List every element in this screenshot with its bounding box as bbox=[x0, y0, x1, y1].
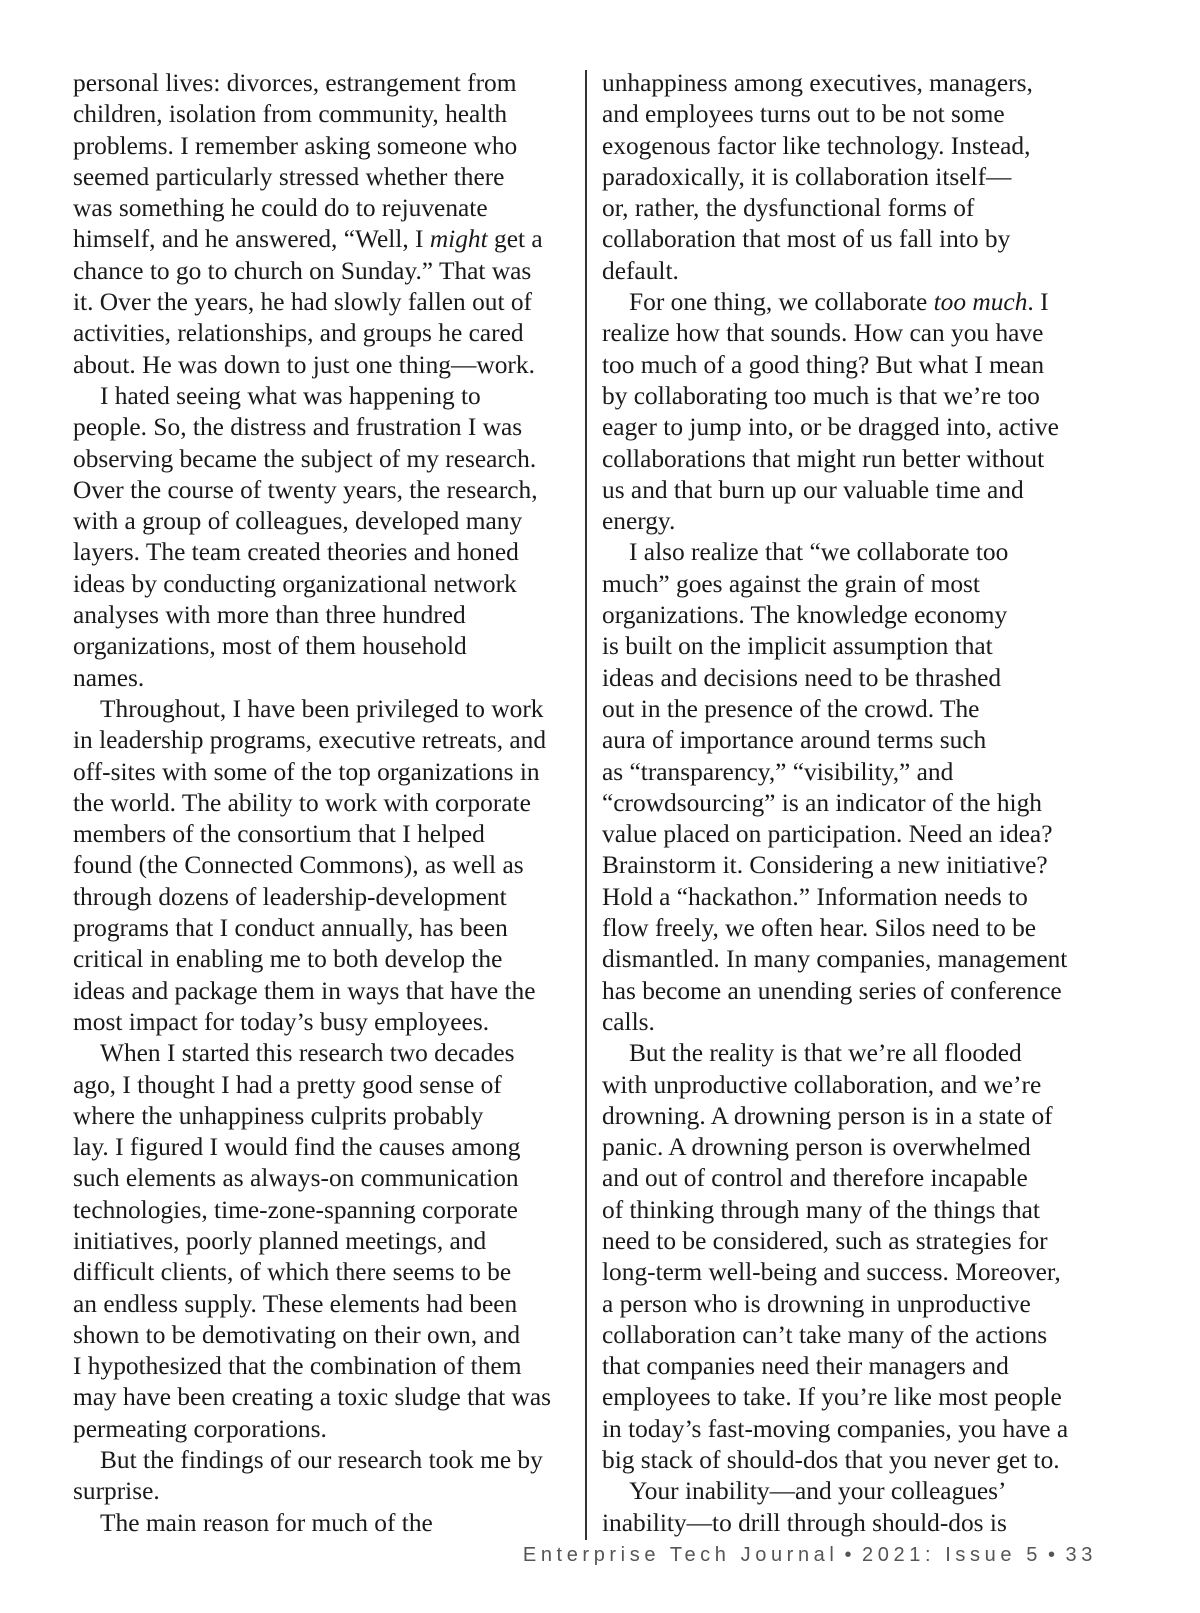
text-line bbox=[73, 1508, 573, 1539]
text-run: as “transparency,” “visibility,” and bbox=[602, 757, 954, 786]
text-line bbox=[73, 318, 573, 349]
text-line bbox=[73, 1476, 573, 1507]
text-run: “crowdsourcing” is an indicator of the high bbox=[602, 788, 1042, 817]
text-run: activities, relationships, and groups he cared bbox=[73, 319, 524, 348]
text-run: with a group of colleagues, developed many bbox=[73, 507, 523, 536]
text-line bbox=[73, 1226, 573, 1257]
footer-separator: • bbox=[844, 1544, 857, 1566]
text-line bbox=[73, 537, 573, 568]
text-line bbox=[602, 1101, 1102, 1132]
text-line bbox=[602, 944, 1102, 975]
text-line bbox=[73, 1445, 573, 1476]
text-run: shown to be demotivating on their own, and bbox=[73, 1320, 521, 1349]
text-run: names. bbox=[73, 663, 145, 692]
text-run: through dozens of leadership-development bbox=[73, 882, 507, 911]
text-run: long-term well-being and success. Moreover, bbox=[602, 1258, 1061, 1287]
text-run: by collaborating too much is that we’re too bbox=[602, 381, 1040, 410]
text-line bbox=[602, 1351, 1102, 1382]
text-line bbox=[73, 224, 573, 255]
text-run: is built on the implicit assumption that bbox=[602, 632, 993, 661]
text-line bbox=[602, 631, 1102, 662]
text-run: observing became the subject of my research. bbox=[73, 444, 537, 473]
text-run: critical in enabling me to both develop the bbox=[73, 945, 503, 974]
text-line bbox=[602, 663, 1102, 694]
text-run: unhappiness among executives, managers, bbox=[602, 69, 1033, 97]
text-run: much” goes against the grain of most bbox=[602, 569, 980, 598]
footer-page-number: 33 bbox=[1065, 1544, 1097, 1566]
text-line bbox=[73, 162, 573, 193]
text-run: ago, I thought I had a pretty good sense of bbox=[73, 1070, 502, 1099]
text-run: organizations, most of them household bbox=[73, 632, 467, 661]
text-line bbox=[73, 131, 573, 162]
text-run: technologies, time-zone-spanning corporate bbox=[73, 1195, 518, 1224]
text-line bbox=[602, 976, 1102, 1007]
text-run: The main reason for much of the bbox=[100, 1508, 433, 1537]
text-run: and out of control and therefore incapable bbox=[602, 1164, 1028, 1193]
text-run: value placed on participation. Need an idea? bbox=[602, 820, 1053, 849]
text-run: with unproductive collaboration, and we’re bbox=[602, 1070, 1042, 1099]
text-line bbox=[73, 1414, 573, 1445]
text-line bbox=[602, 537, 1102, 568]
text-line bbox=[73, 1163, 573, 1194]
text-line bbox=[602, 819, 1102, 850]
text-run: drowning. A drowning person is in a state of bbox=[602, 1101, 1053, 1130]
text-line bbox=[602, 350, 1102, 381]
text-line bbox=[73, 99, 573, 130]
text-run: collaboration can’t take many of the actions bbox=[602, 1320, 1048, 1349]
text-line bbox=[602, 131, 1102, 162]
text-run: in leadership programs, executive retreats, and bbox=[73, 726, 547, 755]
text-line bbox=[602, 318, 1102, 349]
text-run: of thinking through many of the things that bbox=[602, 1195, 1040, 1224]
text-run: most impact for today’s busy employees. bbox=[73, 1007, 490, 1036]
text-line bbox=[73, 1289, 573, 1320]
text-line bbox=[73, 1007, 573, 1038]
right-column bbox=[602, 68, 1102, 1539]
text-line bbox=[602, 1445, 1102, 1476]
text-line bbox=[602, 1257, 1102, 1288]
text-run: it. Over the years, he had slowly fallen out of bbox=[73, 288, 533, 317]
text-line bbox=[602, 475, 1102, 506]
text-run: permeating corporations. bbox=[73, 1414, 327, 1443]
text-line bbox=[602, 1289, 1102, 1320]
text-line bbox=[602, 1132, 1102, 1163]
text-run: problems. I remember asking someone who bbox=[73, 131, 518, 160]
text-run: collaboration that most of us fall into by bbox=[602, 225, 1011, 254]
text-line bbox=[73, 600, 573, 631]
text-run: found (the Connected Commons), as well as bbox=[73, 851, 524, 880]
text-run: exogenous factor like technology. Instead, bbox=[602, 131, 1031, 160]
text-run: When I started this research two decades bbox=[100, 1039, 515, 1068]
left-column bbox=[73, 68, 573, 1539]
text-run: . I bbox=[1027, 288, 1049, 317]
text-run: dismantled. In many companies, management bbox=[602, 945, 1068, 974]
text-line bbox=[602, 412, 1102, 443]
text-run: such elements as always-on communication bbox=[73, 1164, 519, 1193]
text-run: realize how that sounds. How can you have bbox=[602, 319, 1044, 348]
text-line bbox=[73, 1070, 573, 1101]
text-run: off-sites with some of the top organizations in bbox=[73, 757, 540, 786]
text-line bbox=[73, 1382, 573, 1413]
text-line bbox=[602, 381, 1102, 412]
text-run: an endless supply. These elements had been bbox=[73, 1289, 518, 1318]
text-line bbox=[602, 569, 1102, 600]
column-divider bbox=[585, 70, 587, 1540]
text-line bbox=[602, 694, 1102, 725]
text-line bbox=[73, 1132, 573, 1163]
text-line bbox=[73, 819, 573, 850]
text-run: For one thing, we collaborate bbox=[629, 288, 934, 317]
text-line bbox=[602, 68, 1102, 99]
text-run: too much of a good thing? But what I mean bbox=[602, 350, 1045, 379]
text-run: ideas by conducting organizational network bbox=[73, 569, 517, 598]
text-line bbox=[602, 1070, 1102, 1101]
text-line bbox=[602, 193, 1102, 224]
text-run: need to be considered, such as strategies for bbox=[602, 1226, 1048, 1255]
text-line bbox=[602, 1163, 1102, 1194]
text-run: personal lives: divorces, estrangement from bbox=[73, 69, 517, 97]
text-line bbox=[73, 444, 573, 475]
text-run: seemed particularly stressed whether there bbox=[73, 162, 505, 191]
text-run: initiatives, poorly planned meetings, and bbox=[73, 1226, 487, 1255]
text-run: employees to take. If you’re like most people bbox=[602, 1383, 1062, 1412]
text-line bbox=[73, 1101, 573, 1132]
text-run: programs that I conduct annually, has been bbox=[73, 914, 508, 943]
text-run: But the reality is that we’re all flooded bbox=[629, 1039, 1022, 1068]
text-line bbox=[73, 788, 573, 819]
text-run: Brainstorm it. Considering a new initiative? bbox=[602, 851, 1048, 880]
text-line bbox=[602, 99, 1102, 130]
text-run: eager to jump into, or be dragged into, active bbox=[602, 413, 1059, 442]
text-run: people. So, the distress and frustration I was bbox=[73, 413, 523, 442]
text-line bbox=[73, 631, 573, 662]
text-run: children, isolation from community, health bbox=[73, 100, 508, 129]
text-run: calls. bbox=[602, 1007, 655, 1036]
text-line bbox=[73, 1257, 573, 1288]
text-line bbox=[73, 694, 573, 725]
text-line bbox=[602, 1038, 1102, 1069]
text-line bbox=[73, 569, 573, 600]
text-line bbox=[602, 1414, 1102, 1445]
text-line bbox=[73, 68, 573, 99]
text-line bbox=[73, 475, 573, 506]
text-run-italic: might bbox=[429, 225, 488, 254]
text-run: us and that burn up our valuable time and bbox=[602, 475, 1024, 504]
text-line bbox=[602, 757, 1102, 788]
text-line bbox=[73, 287, 573, 318]
text-run: ideas and package them in ways that have the bbox=[73, 976, 536, 1005]
text-line bbox=[602, 1007, 1102, 1038]
page-footer bbox=[0, 1544, 1097, 1567]
text-run: big stack of should-dos that you never get to. bbox=[602, 1446, 1060, 1475]
text-line bbox=[602, 725, 1102, 756]
text-line bbox=[73, 882, 573, 913]
text-line bbox=[602, 256, 1102, 287]
text-line bbox=[602, 162, 1102, 193]
text-run: aura of importance around terms such bbox=[602, 726, 987, 755]
text-run: lay. I figured I would find the causes among bbox=[73, 1133, 521, 1162]
text-run-italic: too much bbox=[933, 288, 1028, 317]
text-run: has become an unending series of conference bbox=[602, 976, 1062, 1005]
text-line bbox=[602, 224, 1102, 255]
text-run: in today’s fast-moving companies, you have a bbox=[602, 1414, 1069, 1443]
text-run: that companies need their managers and bbox=[602, 1352, 1009, 1381]
text-line bbox=[602, 506, 1102, 537]
text-line bbox=[73, 1038, 573, 1069]
text-line bbox=[602, 444, 1102, 475]
text-line bbox=[602, 850, 1102, 881]
text-run: But the findings of our research took me by bbox=[100, 1446, 543, 1475]
text-run: analyses with more than three hundred bbox=[73, 601, 466, 630]
text-run: out in the presence of the crowd. The bbox=[602, 694, 980, 723]
text-run: the world. The ability to work with corporate bbox=[73, 788, 531, 817]
text-run: inability—to drill through should-dos is bbox=[602, 1508, 1007, 1537]
text-run: layers. The team created theories and honed bbox=[73, 538, 519, 567]
text-run: get a bbox=[487, 225, 543, 254]
text-line bbox=[602, 600, 1102, 631]
text-run: energy. bbox=[602, 507, 676, 536]
text-run: or, rather, the dysfunctional forms of bbox=[602, 194, 975, 223]
text-run: default. bbox=[602, 256, 679, 285]
text-line bbox=[602, 287, 1102, 318]
text-line bbox=[73, 1195, 573, 1226]
text-line bbox=[602, 1320, 1102, 1351]
text-run: Throughout, I have been privileged to work bbox=[100, 694, 544, 723]
footer-publication: Enterprise Tech Journal bbox=[522, 1544, 839, 1566]
text-line bbox=[73, 412, 573, 443]
text-line bbox=[73, 913, 573, 944]
text-run: Over the course of twenty years, the research, bbox=[73, 475, 538, 504]
text-run: chance to go to church on Sunday.” That was bbox=[73, 256, 532, 285]
text-line bbox=[602, 1226, 1102, 1257]
text-run: I hypothesized that the combination of them bbox=[73, 1352, 522, 1381]
text-line bbox=[73, 663, 573, 694]
text-run: Hold a “hackathon.” Information needs to bbox=[602, 882, 1028, 911]
text-run: ideas and decisions need to be thrashed bbox=[602, 663, 1002, 692]
text-run: panic. A drowning person is overwhelmed bbox=[602, 1133, 1031, 1162]
text-line bbox=[602, 1195, 1102, 1226]
text-run: about. He was down to just one thing—work. bbox=[73, 350, 535, 379]
text-line bbox=[73, 757, 573, 788]
text-line bbox=[602, 788, 1102, 819]
footer-issue: 2021: Issue 5 bbox=[862, 1544, 1042, 1566]
text-line bbox=[602, 913, 1102, 944]
text-line bbox=[73, 1320, 573, 1351]
text-run: flow freely, we often hear. Silos need to be bbox=[602, 914, 1037, 943]
text-run: organizations. The knowledge economy bbox=[602, 601, 1008, 630]
text-run: paradoxically, it is collaboration itself— bbox=[602, 162, 1012, 191]
text-line bbox=[73, 381, 573, 412]
text-line bbox=[602, 1382, 1102, 1413]
text-line bbox=[73, 193, 573, 224]
text-line bbox=[602, 882, 1102, 913]
text-line bbox=[602, 1508, 1102, 1539]
text-run: a person who is drowning in unproductive bbox=[602, 1289, 1031, 1318]
text-run: members of the consortium that I helped bbox=[73, 820, 485, 849]
text-run: difficult clients, of which there seems to be bbox=[73, 1258, 512, 1287]
text-run: where the unhappiness culprits probably bbox=[73, 1101, 484, 1130]
text-run: himself, and he answered, “Well, I bbox=[73, 225, 430, 254]
text-run: I also realize that “we collaborate too bbox=[629, 538, 1009, 567]
text-line bbox=[73, 350, 573, 381]
text-run: was something he could do to rejuvenate bbox=[73, 194, 488, 223]
text-line bbox=[73, 850, 573, 881]
footer-separator: • bbox=[1047, 1544, 1060, 1566]
text-line bbox=[73, 256, 573, 287]
text-line bbox=[73, 1351, 573, 1382]
text-run: may have been creating a toxic sludge that was bbox=[73, 1383, 552, 1412]
text-line bbox=[73, 725, 573, 756]
text-run: Your inability—and your colleagues’ bbox=[629, 1477, 1007, 1506]
text-line bbox=[73, 976, 573, 1007]
text-line bbox=[73, 944, 573, 975]
text-run: I hated seeing what was happening to bbox=[100, 381, 481, 410]
text-line bbox=[602, 1476, 1102, 1507]
text-run: collaborations that might run better without bbox=[602, 444, 1045, 473]
text-run: surprise. bbox=[73, 1477, 160, 1506]
text-run: and employees turns out to be not some bbox=[602, 100, 1005, 129]
text-line bbox=[73, 506, 573, 537]
